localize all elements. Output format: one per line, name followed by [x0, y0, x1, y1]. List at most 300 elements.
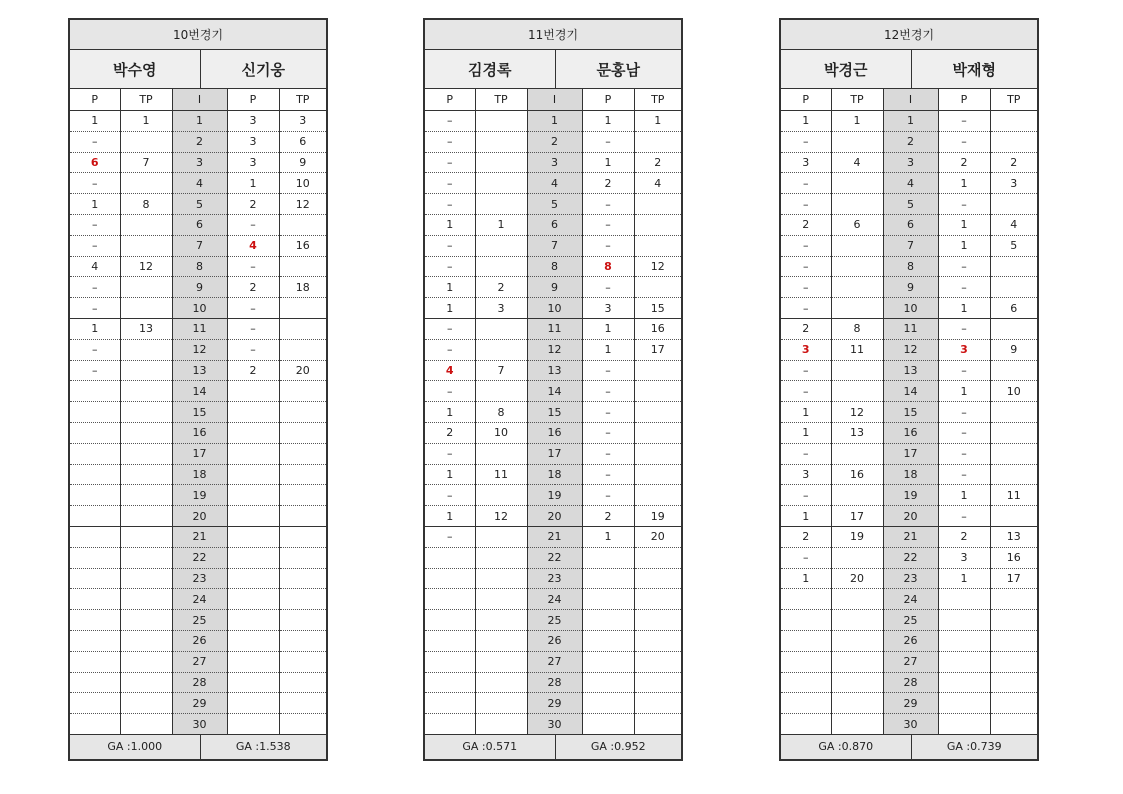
table-row [781, 381, 1037, 402]
right-points-cell [227, 714, 279, 735]
left-total-cell [831, 360, 883, 381]
right-points-cell: – [582, 381, 634, 402]
right-points-cell: – [938, 422, 990, 443]
left-total-cell [831, 131, 883, 152]
right-points-cell: – [582, 194, 634, 215]
left-points-cell: 3 [781, 152, 831, 173]
table-row [70, 506, 326, 527]
left-points-cell: – [425, 526, 475, 547]
column-header-row [425, 89, 681, 111]
right-total-cell [279, 298, 326, 319]
left-total-cell [831, 443, 883, 464]
left-points-cell: 6 [70, 152, 120, 173]
inning-cell: 23 [172, 568, 227, 589]
table-row [425, 111, 681, 132]
right-points-cell [227, 693, 279, 714]
left-total-cell [831, 714, 883, 735]
score-table [781, 20, 1037, 759]
left-points-cell: 1 [781, 422, 831, 443]
right-points-cell [227, 589, 279, 610]
table-row [70, 214, 326, 235]
right-total-cell [634, 235, 681, 256]
player-right-name: 신기웅 [200, 50, 326, 89]
right-total-cell [634, 651, 681, 672]
right-points-cell [227, 506, 279, 527]
right-total-cell: 10 [279, 173, 326, 194]
right-points-cell [227, 672, 279, 693]
left-points-cell [781, 630, 831, 651]
right-points-cell: 4 [227, 235, 279, 256]
right-points-cell [227, 547, 279, 568]
right-total-cell: 4 [990, 214, 1037, 235]
right-total-cell [634, 610, 681, 631]
right-total-cell: 4 [634, 173, 681, 194]
table-row [70, 339, 326, 360]
left-points-cell: – [70, 277, 120, 298]
left-points-cell: 1 [425, 277, 475, 298]
right-points-cell: – [938, 318, 990, 339]
right-points-cell [582, 651, 634, 672]
left-total-cell [475, 693, 527, 714]
right-total-cell: 17 [990, 568, 1037, 589]
right-total-cell [279, 714, 326, 735]
right-total-cell [634, 568, 681, 589]
right-points-cell [582, 589, 634, 610]
right-points-cell: 2 [227, 194, 279, 215]
right-total-cell: 13 [990, 526, 1037, 547]
left-points-cell: 2 [425, 422, 475, 443]
game-title: 12번경기 [781, 20, 1037, 50]
right-total-cell [634, 630, 681, 651]
table-row [781, 298, 1037, 319]
right-points-cell [227, 464, 279, 485]
inning-cell: 8 [172, 256, 227, 277]
left-points-cell: 2 [781, 318, 831, 339]
game-title-row [425, 20, 681, 50]
left-total-cell: 1 [120, 111, 172, 132]
table-row [425, 693, 681, 714]
inning-cell: 1 [883, 111, 938, 132]
left-points-cell: – [70, 235, 120, 256]
left-points-cell: – [70, 173, 120, 194]
inning-cell: 22 [172, 547, 227, 568]
inning-cell: 29 [883, 693, 938, 714]
inning-cell: 18 [883, 464, 938, 485]
left-total-cell [475, 485, 527, 506]
table-row [425, 194, 681, 215]
right-points-cell: – [938, 506, 990, 527]
inning-cell: 18 [527, 464, 582, 485]
right-total-cell: 10 [990, 381, 1037, 402]
inning-cell: 14 [527, 381, 582, 402]
inning-cell: 13 [527, 360, 582, 381]
inning-cell: 30 [883, 714, 938, 735]
right-points-cell: 3 [582, 298, 634, 319]
column-header: TP [279, 89, 326, 111]
right-points-cell [582, 672, 634, 693]
left-points-cell: – [781, 194, 831, 215]
inning-cell: 10 [527, 298, 582, 319]
inning-cell: 14 [172, 381, 227, 402]
right-total-cell: 12 [634, 256, 681, 277]
right-points-cell [582, 547, 634, 568]
table-row [781, 277, 1037, 298]
right-total-cell [279, 693, 326, 714]
right-points-cell [582, 693, 634, 714]
left-total-cell [831, 235, 883, 256]
right-points-cell: 1 [938, 235, 990, 256]
left-points-cell: – [781, 547, 831, 568]
left-points-cell: – [781, 235, 831, 256]
right-total-cell [990, 443, 1037, 464]
left-total-cell: 12 [831, 402, 883, 423]
inning-cell: 3 [883, 152, 938, 173]
right-points-cell [938, 589, 990, 610]
right-total-cell: 16 [990, 547, 1037, 568]
inning-cell: 23 [883, 568, 938, 589]
left-points-cell [70, 672, 120, 693]
left-points-cell: – [425, 111, 475, 132]
table-row [425, 464, 681, 485]
left-total-cell [120, 485, 172, 506]
right-points-cell [227, 610, 279, 631]
right-total-cell [279, 610, 326, 631]
left-points-cell [70, 568, 120, 589]
table-row [70, 672, 326, 693]
right-total-cell [990, 131, 1037, 152]
left-points-cell: – [70, 214, 120, 235]
player-left-name: 박경근 [781, 50, 911, 89]
left-points-cell [70, 464, 120, 485]
table-row [425, 526, 681, 547]
right-total-cell [279, 672, 326, 693]
right-points-cell [938, 630, 990, 651]
table-row [781, 173, 1037, 194]
inning-cell: 23 [527, 568, 582, 589]
left-total-cell [120, 464, 172, 485]
inning-cell: 15 [527, 402, 582, 423]
table-row [781, 131, 1037, 152]
right-points-cell [582, 610, 634, 631]
inning-cell: 14 [883, 381, 938, 402]
left-total-cell [120, 589, 172, 610]
left-points-cell: 1 [781, 402, 831, 423]
left-total-cell [120, 693, 172, 714]
right-points-cell: – [582, 277, 634, 298]
left-points-cell [70, 485, 120, 506]
table-row [70, 318, 326, 339]
left-points-cell [781, 610, 831, 631]
inning-cell: 24 [527, 589, 582, 610]
inning-cell: 3 [527, 152, 582, 173]
right-total-cell [634, 214, 681, 235]
left-total-cell [831, 589, 883, 610]
left-points-cell [70, 443, 120, 464]
right-points-cell: – [938, 194, 990, 215]
inning-cell: 12 [883, 339, 938, 360]
right-total-cell [279, 485, 326, 506]
right-total-cell: 15 [634, 298, 681, 319]
player-names-row [781, 50, 1037, 89]
inning-cell: 16 [527, 422, 582, 443]
inning-cell: 6 [527, 214, 582, 235]
inning-cell: 12 [527, 339, 582, 360]
left-total-cell [475, 256, 527, 277]
right-points-cell: 2 [227, 277, 279, 298]
inning-cell: 4 [883, 173, 938, 194]
right-total-cell [990, 714, 1037, 735]
table-row [781, 318, 1037, 339]
inning-cell: 30 [527, 714, 582, 735]
table-row [70, 714, 326, 735]
right-total-cell [634, 714, 681, 735]
left-points-cell: 1 [781, 111, 831, 132]
inning-cell: 28 [172, 672, 227, 693]
left-points-cell: – [425, 339, 475, 360]
right-total-cell [990, 256, 1037, 277]
left-total-cell [475, 194, 527, 215]
left-points-cell: – [425, 131, 475, 152]
inning-cell: 7 [527, 235, 582, 256]
table-row [425, 402, 681, 423]
left-total-cell [831, 693, 883, 714]
left-points-cell [70, 506, 120, 527]
player-left-name: 김경록 [425, 50, 555, 89]
table-row [70, 651, 326, 672]
right-points-cell: 2 [938, 526, 990, 547]
left-total-cell [831, 547, 883, 568]
right-total-cell: 12 [279, 194, 326, 215]
left-points-cell: – [781, 131, 831, 152]
left-points-cell: – [425, 194, 475, 215]
game-title-row [781, 20, 1037, 50]
table-row [781, 672, 1037, 693]
right-points-cell: 3 [938, 547, 990, 568]
left-points-cell: 1 [781, 568, 831, 589]
table-row [70, 443, 326, 464]
right-points-cell [227, 485, 279, 506]
table-row [70, 630, 326, 651]
table-row [781, 610, 1037, 631]
table-row [70, 173, 326, 194]
left-points-cell: – [425, 235, 475, 256]
right-total-cell [990, 672, 1037, 693]
right-total-cell [990, 318, 1037, 339]
left-total-cell: 11 [475, 464, 527, 485]
left-total-cell: 1 [831, 111, 883, 132]
ga-left: GA :0.571 [425, 734, 555, 759]
right-total-cell: 5 [990, 235, 1037, 256]
left-total-cell [475, 568, 527, 589]
table-row [70, 693, 326, 714]
inning-cell: 5 [883, 194, 938, 215]
score-table [70, 20, 326, 759]
left-total-cell [475, 526, 527, 547]
table-row [70, 464, 326, 485]
left-points-cell: 1 [70, 111, 120, 132]
inning-cell: 8 [883, 256, 938, 277]
right-total-cell [990, 360, 1037, 381]
right-points-cell [938, 651, 990, 672]
right-total-cell [279, 402, 326, 423]
table-row [70, 402, 326, 423]
player-names-row [70, 50, 326, 89]
table-row [781, 235, 1037, 256]
right-points-cell: 1 [227, 173, 279, 194]
inning-cell: 21 [172, 526, 227, 547]
game-title: 10번경기 [70, 20, 326, 50]
right-points-cell: 1 [582, 318, 634, 339]
left-total-cell [120, 568, 172, 589]
right-points-cell [227, 630, 279, 651]
left-points-cell: – [70, 298, 120, 319]
table-row [781, 630, 1037, 651]
left-points-cell [70, 381, 120, 402]
right-points-cell: 1 [582, 339, 634, 360]
column-header: TP [475, 89, 527, 111]
table-row [425, 381, 681, 402]
left-points-cell: 1 [425, 402, 475, 423]
table-row [425, 485, 681, 506]
left-points-cell [781, 651, 831, 672]
table-row [425, 318, 681, 339]
left-points-cell [70, 402, 120, 423]
right-points-cell [938, 610, 990, 631]
inning-cell: 9 [883, 277, 938, 298]
left-total-cell [120, 610, 172, 631]
right-points-cell [227, 381, 279, 402]
score-table [425, 20, 681, 759]
left-total-cell [120, 277, 172, 298]
right-total-cell [634, 485, 681, 506]
left-points-cell: – [425, 256, 475, 277]
left-points-cell [70, 630, 120, 651]
column-header: TP [831, 89, 883, 111]
table-row [425, 506, 681, 527]
right-points-cell: 8 [582, 256, 634, 277]
left-points-cell: 1 [425, 464, 475, 485]
left-points-cell: – [70, 131, 120, 152]
right-total-cell: 2 [990, 152, 1037, 173]
table-row [425, 277, 681, 298]
right-total-cell: 6 [990, 298, 1037, 319]
left-total-cell [475, 610, 527, 631]
inning-cell: 11 [883, 318, 938, 339]
left-points-cell: – [70, 339, 120, 360]
inning-cell: 25 [883, 610, 938, 631]
table-row [781, 152, 1037, 173]
table-row [781, 339, 1037, 360]
right-total-cell [634, 693, 681, 714]
ga-row [70, 734, 326, 759]
right-points-cell [582, 630, 634, 651]
right-total-cell [990, 402, 1037, 423]
right-total-cell [634, 277, 681, 298]
table-row [781, 506, 1037, 527]
left-total-cell [120, 672, 172, 693]
right-total-cell: 9 [990, 339, 1037, 360]
inning-cell: 19 [172, 485, 227, 506]
inning-cell: 12 [172, 339, 227, 360]
right-points-cell: 2 [938, 152, 990, 173]
left-points-cell [70, 547, 120, 568]
right-total-cell [634, 672, 681, 693]
inning-cell: 15 [172, 402, 227, 423]
left-total-cell [475, 111, 527, 132]
table-row [781, 568, 1037, 589]
table-row [70, 568, 326, 589]
left-total-cell: 20 [831, 568, 883, 589]
right-points-cell: – [227, 214, 279, 235]
column-header: I [172, 89, 227, 111]
inning-cell: 26 [883, 630, 938, 651]
table-row [425, 651, 681, 672]
left-total-cell [475, 443, 527, 464]
inning-cell: 16 [883, 422, 938, 443]
table-row [425, 547, 681, 568]
table-row [425, 422, 681, 443]
right-points-cell: – [227, 318, 279, 339]
left-points-cell: – [781, 485, 831, 506]
left-points-cell: – [781, 173, 831, 194]
right-points-cell [938, 672, 990, 693]
left-points-cell [70, 526, 120, 547]
right-total-cell: 20 [634, 526, 681, 547]
inning-cell: 20 [883, 506, 938, 527]
right-points-cell: 3 [227, 152, 279, 173]
left-points-cell [70, 651, 120, 672]
right-total-cell [634, 422, 681, 443]
right-points-cell: – [582, 402, 634, 423]
table-row [425, 339, 681, 360]
table-row [781, 526, 1037, 547]
table-row [425, 298, 681, 319]
inning-cell: 27 [172, 651, 227, 672]
right-points-cell: – [938, 277, 990, 298]
inning-cell: 15 [883, 402, 938, 423]
right-points-cell [227, 526, 279, 547]
table-row [70, 194, 326, 215]
column-header: P [425, 89, 475, 111]
inning-cell: 30 [172, 714, 227, 735]
left-points-cell [425, 651, 475, 672]
inning-cell: 19 [527, 485, 582, 506]
table-row [425, 610, 681, 631]
inning-cell: 13 [172, 360, 227, 381]
right-points-cell: 2 [227, 360, 279, 381]
right-points-cell [227, 443, 279, 464]
inning-cell: 21 [527, 526, 582, 547]
left-total-cell [831, 256, 883, 277]
right-total-cell [279, 630, 326, 651]
inning-cell: 17 [527, 443, 582, 464]
inning-cell: 22 [883, 547, 938, 568]
table-row [70, 277, 326, 298]
inning-cell: 26 [527, 630, 582, 651]
left-total-cell [120, 214, 172, 235]
table-row [70, 111, 326, 132]
inning-cell: 5 [527, 194, 582, 215]
right-points-cell: – [938, 131, 990, 152]
right-points-cell [227, 422, 279, 443]
left-total-cell: 7 [120, 152, 172, 173]
table-row [425, 131, 681, 152]
left-total-cell [475, 173, 527, 194]
inning-cell: 2 [527, 131, 582, 152]
right-points-cell: – [582, 422, 634, 443]
left-points-cell [781, 672, 831, 693]
right-total-cell [990, 464, 1037, 485]
